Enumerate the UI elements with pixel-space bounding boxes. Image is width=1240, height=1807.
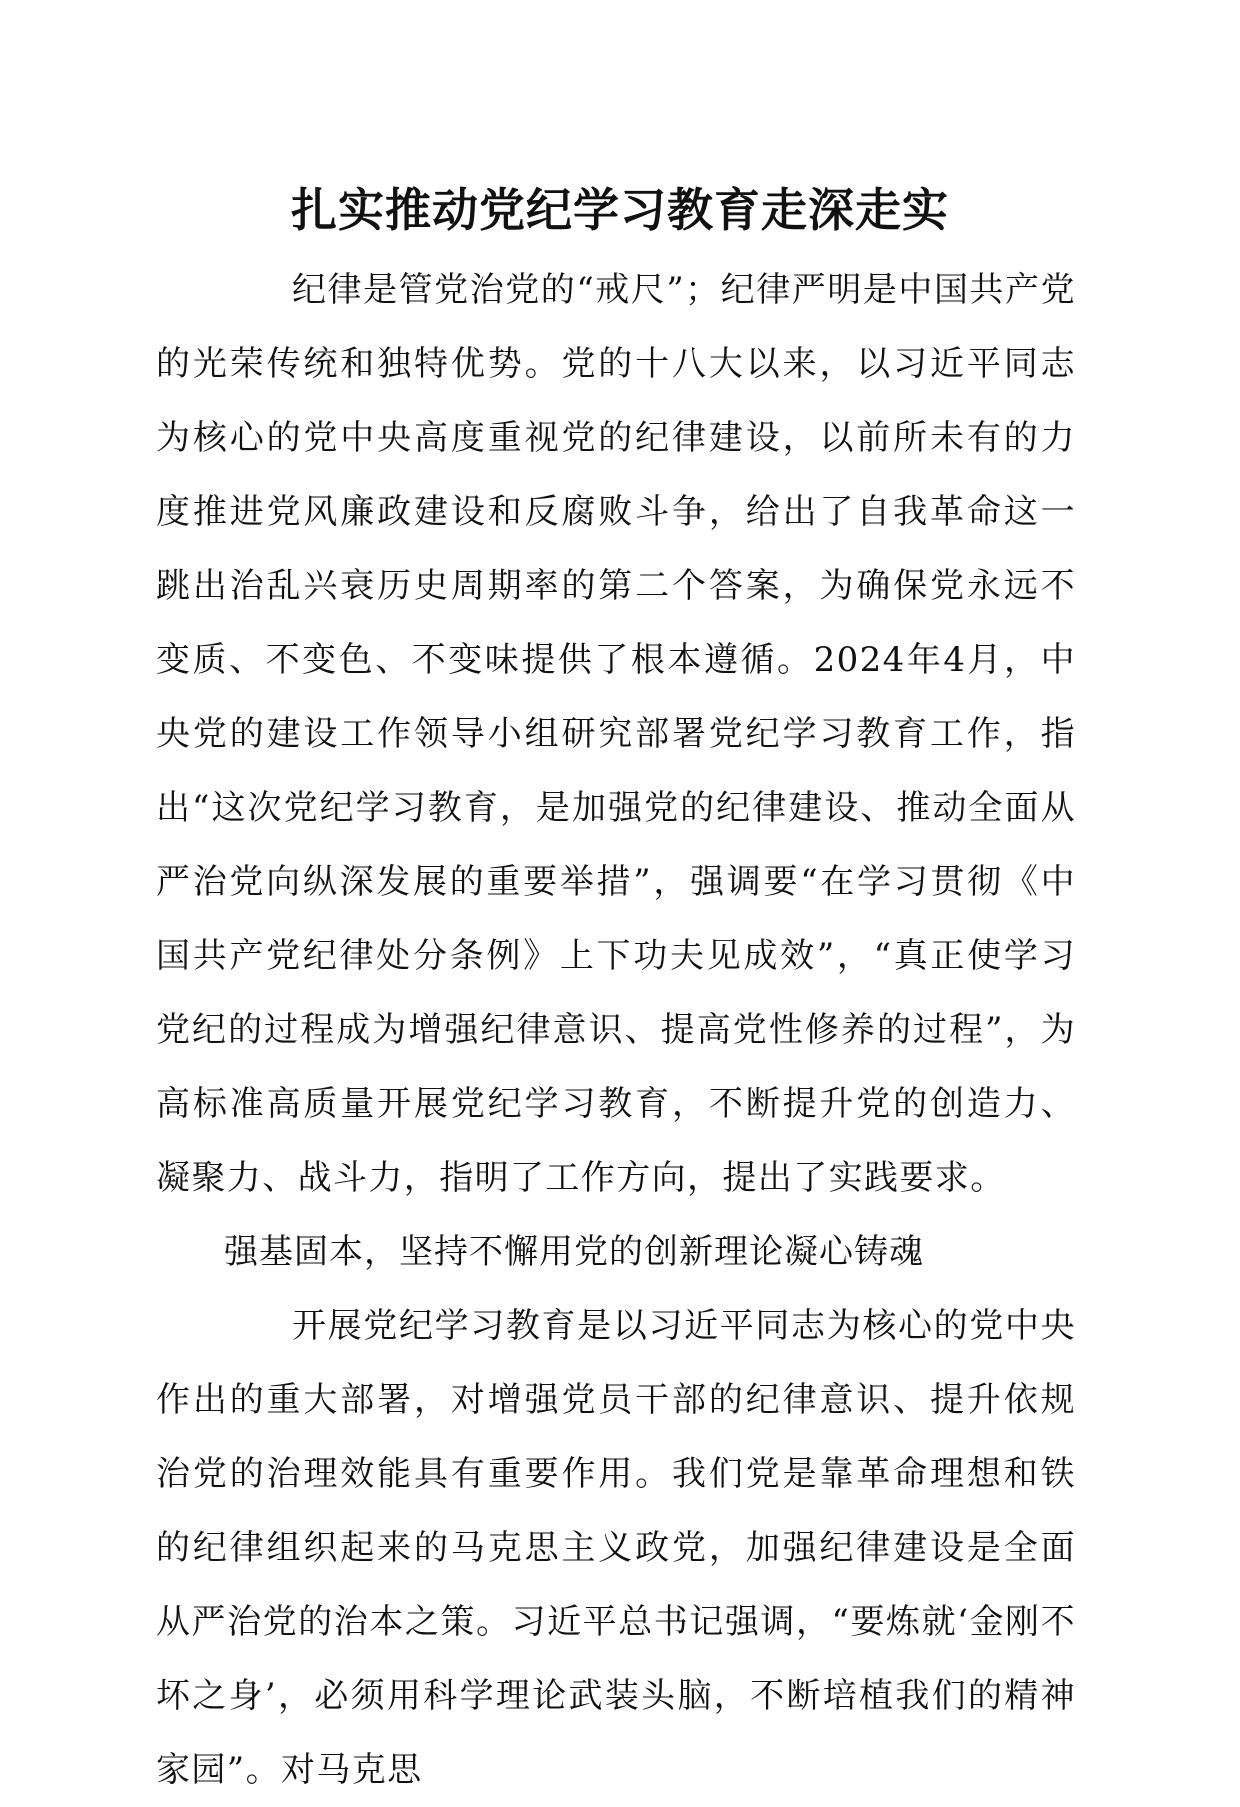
section-heading: 强基固本，坚持不懈用党的创新理论凝心铸魂	[224, 1232, 924, 1272]
document-body	[156, 253, 1076, 1807]
intro-paragraph: 纪律是管党治党的“戒尺”；纪律严明是中国共产党的光荣传统和独特优势。党的十八大以来，以习近平同志为核心的党中央高度重视党的纪律建设，以前所未有的力度推进党风廉政建设和反腐败斗争，给出了自我革命这一跳出治乱兴衰历史周期率的第二个答案，为确保党永远不变质、不变色、不变味提供了根本遵循。2024年4月，中央党的建设工作领导小组研究部署党纪学习教育工作，指出“这次党纪学习教育，是加强党的纪律建设、推动全面从严治党向纵深发展的重要举措”，强调要“在学习贯彻《中国共产党纪律处分条例》上下功夫见成效”，“真正使学习党纪的过程成为增强纪律意识、提高党性修养的过程”，为高标准高质量开展党纪学习教育，不断提升党的创造力、凝聚力、战斗力，指明了工作方向，提出了实践要求。	[156, 270, 1076, 1198]
document-title: 扎实推动党纪学习教育走深走实	[291, 183, 949, 237]
section-paragraph: 开展党纪学习教育是以习近平同志为核心的党中央作出的重大部署，对增强党员干部的纪律意识、提升依规治党的治理效能具有重要作用。我们党是靠革命理想和铁的纪律组织起来的马克思主义政党，加强纪律建设是全面从严治党的治本之策。习近平总书记强调，“要炼就‘金刚不坏之身’，必须用科学理论武装头脑，不断培植我们的精神家园”。对马克思	[156, 1306, 1076, 1790]
